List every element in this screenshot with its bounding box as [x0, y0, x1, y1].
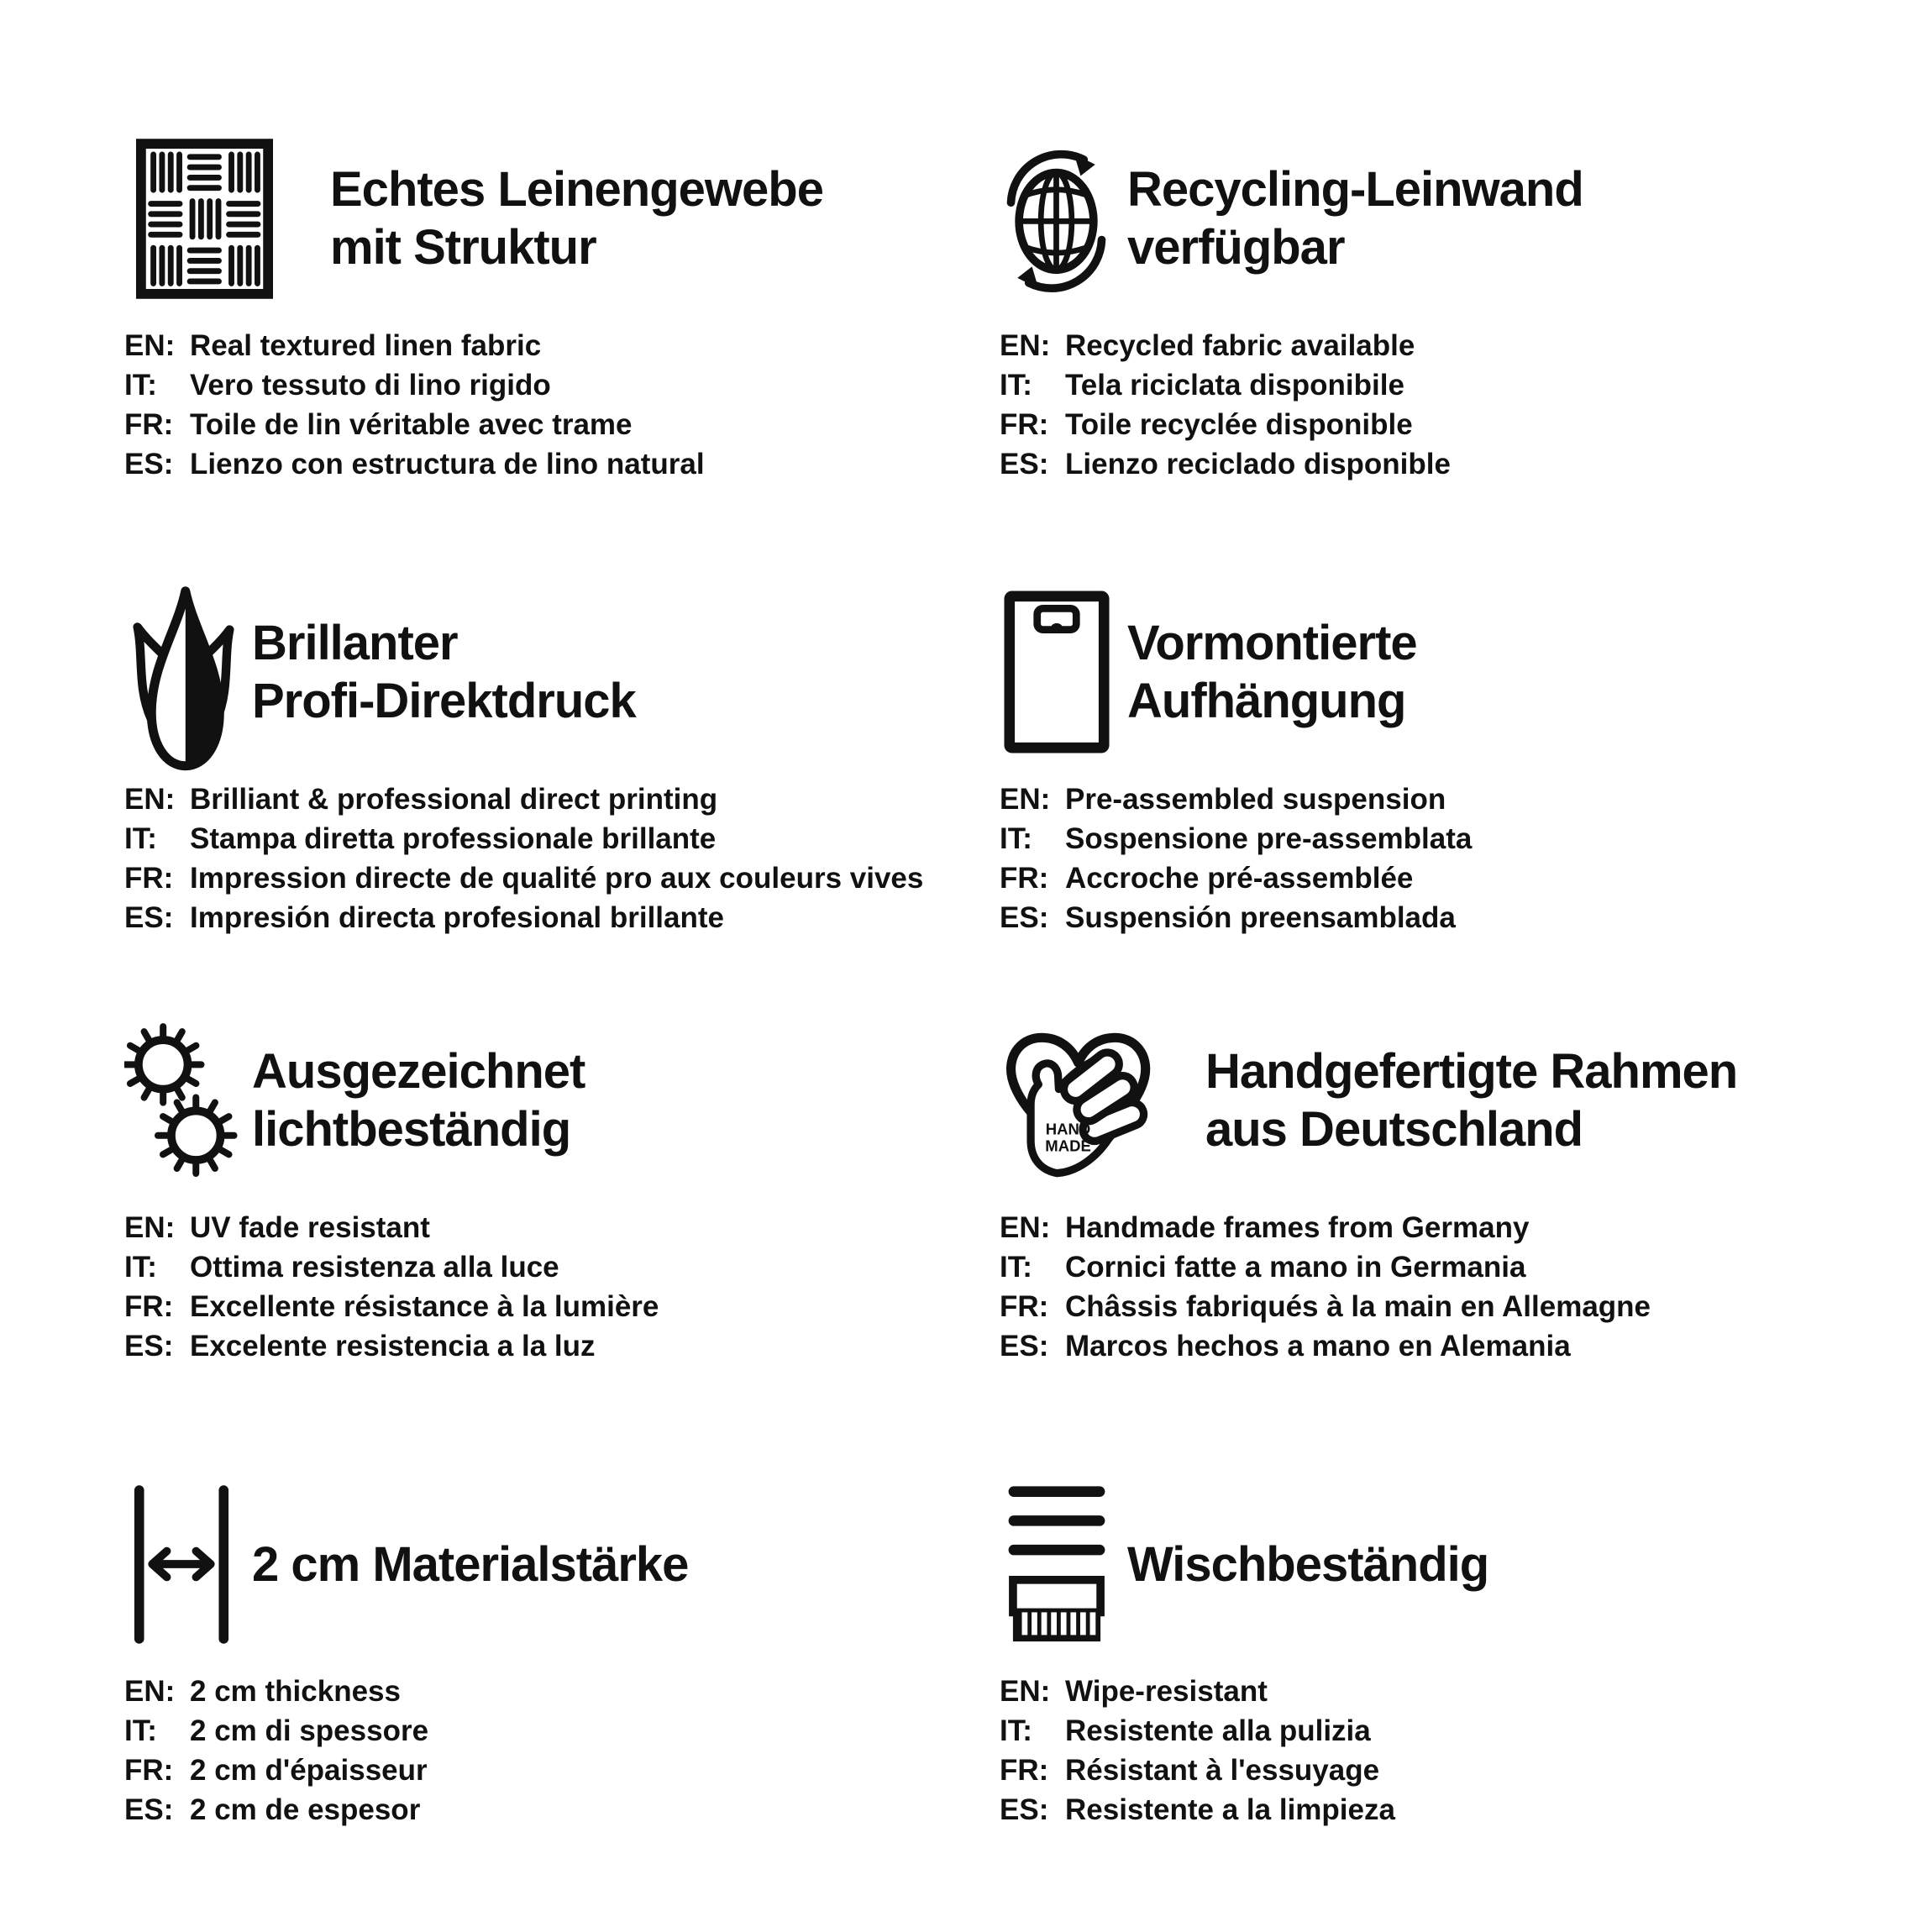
- translation-row: [1000, 1711, 1873, 1751]
- lang-label: ES:: [124, 1793, 174, 1826]
- handmade-heart-hand-icon: [1000, 1021, 1159, 1180]
- lang-label: IT:: [124, 369, 157, 402]
- icon-box: [1000, 1484, 1113, 1645]
- translation-row: [124, 405, 998, 444]
- handmade-label-line: HAND: [1045, 1120, 1091, 1138]
- translation-text: Recycled fabric available: [1065, 329, 1415, 362]
- translation-list: [124, 1672, 998, 1830]
- translation-text: Accroche pré-assemblée: [1065, 862, 1414, 895]
- title-line: 2 cm Materialstärke: [252, 1536, 689, 1592]
- section-title: [252, 1536, 688, 1593]
- translation-text: Impresión directa profesional brillante: [190, 901, 724, 934]
- lang-label: ES:: [1000, 901, 1049, 934]
- section-header: [124, 571, 998, 773]
- translation-list: [124, 326, 998, 484]
- section-header: [124, 1000, 998, 1201]
- section-header: [1000, 1463, 1873, 1665]
- translation-text: Tela riciclata disponibile: [1065, 369, 1404, 402]
- icon-box: [124, 1485, 238, 1644]
- title-line: Recycling-Leinwand: [1127, 162, 1583, 217]
- translation-row: [124, 444, 998, 484]
- translation-row: [1000, 405, 1873, 444]
- translation-row: [124, 1711, 998, 1751]
- translation-row: [1000, 780, 1873, 819]
- title-line: Handgefertigte Rahmen: [1205, 1044, 1738, 1099]
- lang-label: EN:: [124, 329, 176, 362]
- lang-label: EN:: [124, 1675, 176, 1708]
- title-line: Echtes Leinengewebe: [330, 162, 823, 217]
- title-line: lichtbeständig: [252, 1102, 571, 1157]
- lang-label: ES:: [1000, 448, 1049, 480]
- lang-label: FR:: [124, 1754, 174, 1787]
- ink-drops-icon: [126, 571, 237, 773]
- handmade-label-line: MADE: [1045, 1137, 1091, 1155]
- section-direct-printing: [124, 571, 998, 937]
- lang-label: ES:: [1000, 1330, 1049, 1362]
- translation-row: [124, 1247, 998, 1287]
- translation-text: Résistant à l'essuyage: [1065, 1754, 1380, 1787]
- translation-text: Excellente résistance à la lumière: [190, 1290, 659, 1323]
- translation-list: [124, 780, 998, 937]
- translation-text: 2 cm d'épaisseur: [190, 1754, 428, 1787]
- translation-row: [1000, 1672, 1873, 1711]
- translation-text: Excelente resistencia a la luz: [190, 1330, 596, 1362]
- translation-text: Ottima resistenza alla luce: [190, 1251, 559, 1284]
- lang-label: IT:: [1000, 1251, 1032, 1284]
- translation-row: [1000, 819, 1873, 858]
- lang-label: IT:: [1000, 1714, 1032, 1747]
- translation-row: [1000, 326, 1873, 365]
- translation-row: [1000, 1326, 1873, 1366]
- title-line: Profi-Direktdruck: [252, 674, 636, 728]
- translation-row: [124, 898, 998, 937]
- title-line: Wischbeständig: [1127, 1536, 1489, 1592]
- lang-label: FR:: [1000, 862, 1049, 895]
- translation-text: Châssis fabriqués à la main en Allemagne: [1065, 1290, 1651, 1323]
- translation-row: [124, 365, 998, 405]
- lang-label: ES:: [124, 448, 174, 480]
- section-header: [124, 1463, 998, 1665]
- translation-text: 2 cm di spessore: [190, 1714, 429, 1747]
- translation-text: Lienzo con estructura de lino natural: [190, 448, 705, 480]
- section-thickness: [124, 1463, 998, 1830]
- lang-label: EN:: [1000, 329, 1051, 362]
- translation-list: [1000, 326, 1873, 484]
- translation-row: [124, 1326, 998, 1366]
- canvas-hanger-icon: [1004, 591, 1110, 753]
- translation-row: [124, 1790, 998, 1830]
- translation-text: Sospensione pre-assemblata: [1065, 822, 1473, 855]
- icon-box: [1000, 591, 1113, 753]
- translation-list: [1000, 780, 1873, 937]
- translation-row: [124, 326, 998, 365]
- translation-row: [124, 780, 998, 819]
- translation-row: [124, 1672, 998, 1711]
- translation-row: [124, 1208, 998, 1247]
- lang-label: IT:: [124, 1251, 157, 1284]
- translation-row: [1000, 1208, 1873, 1247]
- translation-row: [1000, 1751, 1873, 1790]
- lang-label: IT:: [1000, 369, 1032, 402]
- translation-list: [124, 1208, 998, 1366]
- translation-text: Vero tessuto di lino rigido: [190, 369, 551, 402]
- translation-text: Resistente alla pulizia: [1065, 1714, 1371, 1747]
- section-title: [252, 614, 636, 730]
- title-line: Vormontierte: [1127, 616, 1417, 670]
- section-header: [1000, 571, 1873, 773]
- translation-text: Pre-assembled suspension: [1065, 783, 1446, 816]
- icon-box: [124, 138, 284, 300]
- section-recycled-canvas: [1000, 118, 1873, 484]
- title-line: mit Struktur: [330, 220, 596, 275]
- title-line: Ausgezeichnet: [252, 1044, 585, 1099]
- section-linen-fabric: [124, 118, 998, 484]
- section-handmade-frames: [1000, 1000, 1873, 1366]
- section-title: [330, 160, 823, 276]
- lang-label: ES:: [1000, 1793, 1049, 1826]
- section-title: [252, 1042, 585, 1158]
- recycle-globe-icon: [1000, 137, 1113, 301]
- translation-row: [1000, 365, 1873, 405]
- thickness-arrow-icon: [133, 1485, 230, 1644]
- section-wipe-resistant: [1000, 1463, 1873, 1830]
- lang-label: EN:: [1000, 783, 1051, 816]
- lang-label: EN:: [124, 783, 176, 816]
- translation-row: [1000, 444, 1873, 484]
- section-header: [124, 118, 998, 319]
- title-line: Brillanter: [252, 616, 458, 670]
- translation-row: [124, 1751, 998, 1790]
- lang-label: ES:: [124, 901, 174, 934]
- translation-text: Cornici fatte a mano in Germania: [1065, 1251, 1526, 1284]
- translation-text: Handmade frames from Germany: [1065, 1211, 1530, 1244]
- translation-row: [1000, 858, 1873, 898]
- translation-text: Suspensión preensamblada: [1065, 901, 1456, 934]
- lang-label: FR:: [1000, 1754, 1049, 1787]
- translation-row: [1000, 1790, 1873, 1830]
- lang-label: IT:: [1000, 822, 1032, 855]
- translation-row: [124, 858, 998, 898]
- lang-label: ES:: [124, 1330, 174, 1362]
- lang-label: EN:: [124, 1211, 176, 1244]
- lang-label: FR:: [1000, 1290, 1049, 1323]
- translation-text: Toile de lin véritable avec trame: [190, 408, 633, 441]
- section-title: [1127, 614, 1417, 730]
- lang-label: IT:: [124, 1714, 157, 1747]
- linen-weave-icon: [135, 138, 274, 300]
- translation-text: 2 cm de espesor: [190, 1793, 421, 1826]
- translation-text: Toile recyclée disponible: [1065, 408, 1413, 441]
- translation-list: [1000, 1672, 1873, 1830]
- section-light-resistant: [124, 1000, 998, 1366]
- section-title: [1205, 1042, 1737, 1158]
- translation-text: Resistente a la limpieza: [1065, 1793, 1395, 1826]
- translation-row: [124, 1287, 998, 1326]
- translation-text: Impression directe de qualité pro aux couleurs vives: [190, 862, 924, 895]
- translation-text: UV fade resistant: [190, 1211, 430, 1244]
- translation-text: Real textured linen fabric: [190, 329, 542, 362]
- lang-label: FR:: [124, 862, 174, 895]
- lang-label: FR:: [124, 1290, 174, 1323]
- translation-row: [1000, 898, 1873, 937]
- lang-label: EN:: [1000, 1211, 1051, 1244]
- lang-label: FR:: [1000, 408, 1049, 441]
- title-line: verfügbar: [1127, 220, 1345, 275]
- lang-label: IT:: [124, 822, 157, 855]
- translation-text: Brilliant & professional direct printing: [190, 783, 718, 816]
- uv-suns-icon: [124, 1021, 238, 1180]
- icon-box: [1000, 137, 1113, 301]
- section-header: [1000, 1000, 1873, 1201]
- translation-row: [124, 819, 998, 858]
- translation-text: Stampa diretta professionale brillante: [190, 822, 717, 855]
- section-title: [1127, 160, 1583, 276]
- translation-list: [1000, 1208, 1873, 1366]
- section-suspension: [1000, 571, 1873, 937]
- icon-box: [124, 1021, 238, 1180]
- translation-text: Lienzo reciclado disponible: [1065, 448, 1451, 480]
- title-line: aus Deutschland: [1205, 1102, 1583, 1157]
- translation-text: 2 cm thickness: [190, 1675, 401, 1708]
- wipe-brush-icon: [1008, 1484, 1105, 1645]
- lang-label: EN:: [1000, 1675, 1051, 1708]
- translation-text: Marcos hechos a mano en Alemania: [1065, 1330, 1571, 1362]
- title-line: Aufhängung: [1127, 674, 1406, 728]
- translation-row: [1000, 1247, 1873, 1287]
- lang-label: FR:: [124, 408, 174, 441]
- translation-row: [1000, 1287, 1873, 1326]
- icon-box: [1000, 1021, 1159, 1180]
- section-title: [1127, 1536, 1488, 1593]
- section-header: [1000, 118, 1873, 319]
- translation-text: Wipe-resistant: [1065, 1675, 1268, 1708]
- icon-box: [124, 571, 238, 773]
